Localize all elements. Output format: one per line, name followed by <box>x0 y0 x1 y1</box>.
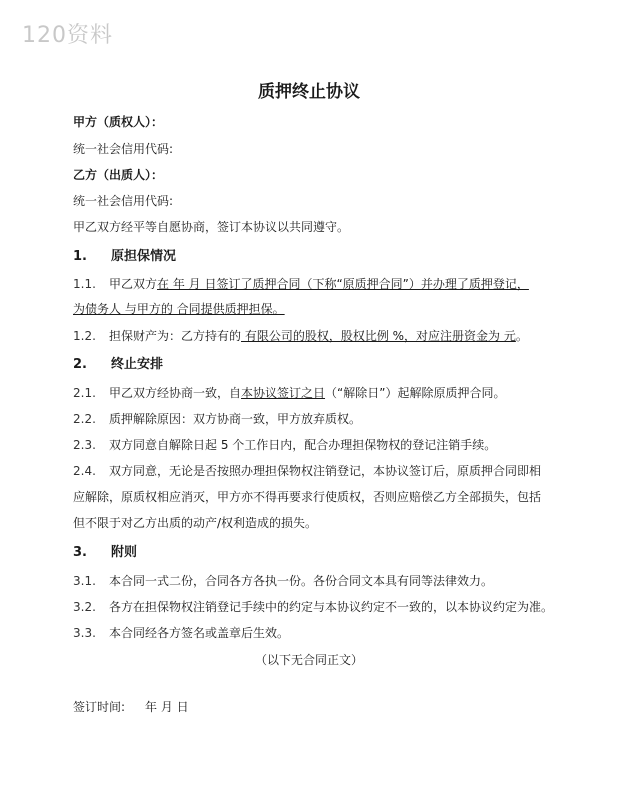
section-number: 2. <box>73 357 87 372</box>
clause-number: 2.1. <box>73 386 96 400</box>
party-b-label: 乙方（出质人）： <box>73 168 164 182</box>
clause-number: 2.2. <box>73 412 96 426</box>
clause-number: 1.2. <box>73 329 96 343</box>
clause-3-3 <box>73 624 289 641</box>
clause-text: 甲乙双方 <box>109 277 158 291</box>
party-b-credit-code: 统一社会信用代码: <box>73 194 174 208</box>
clause-number: 2.3. <box>73 438 96 452</box>
clause-text-end: （“解除日”）起解除原质押合同。 <box>325 386 506 400</box>
end-of-text-note: （以下无合同正文） <box>254 653 363 667</box>
clause-2-4-continued-1: 应解除，原质权相应消灭，甲方亦不得再要求行使质权，否则应赔偿乙方全部损失，包括 <box>73 490 542 504</box>
clause-text: 本合同经各方签名或盖章后生效。 <box>109 626 290 640</box>
clause-2-2 <box>73 410 361 427</box>
section-2-heading <box>73 353 163 372</box>
clause-text: 本合同一式二份，合同各方各执一份。各份合同文本具有同等法律效力。 <box>109 574 494 588</box>
clause-text: 各方在担保物权注销登记手续中的约定与本协议约定不一致的，以本协议约定为准。 <box>109 600 554 614</box>
section-number: 3. <box>73 545 87 560</box>
clause-number: 3.2. <box>73 600 96 614</box>
clause-text: 质押解除原因：双方协商一致，甲方放弃质权。 <box>109 412 362 426</box>
clause-text: 担保财产为：乙方持有的 <box>109 329 242 343</box>
clause-underlined-text: 有限公司的股权，股权比例 %，对应注册资金为 元 <box>241 329 516 343</box>
section-number: 1. <box>73 249 87 264</box>
section-title: 终止安排 <box>111 357 164 372</box>
signing-date: 年 月 日 <box>145 700 189 714</box>
clause-number: 3.1. <box>73 574 96 588</box>
clause-text-end: 。 <box>515 329 528 343</box>
clause-2-4 <box>73 462 541 479</box>
clause-1-1-continued: 为债务人 与甲方的 合同提供质押担保。 <box>73 302 285 316</box>
clause-underlined-text: 本协议签订之日 <box>241 386 326 400</box>
clause-text: 双方同意，无论是否按照办理担保物权注销登记，本协议签订后，原质押合同即相 <box>109 464 542 478</box>
clause-number: 2.4. <box>73 464 96 478</box>
clause-number: 3.3. <box>73 626 96 640</box>
signing-label: 签订时间: <box>73 700 126 714</box>
section-title: 附则 <box>111 545 138 560</box>
document-title: 质押终止协议 <box>258 82 360 102</box>
clause-2-4-continued-2: 但不限于对乙方出质的动产/权利造成的损失。 <box>73 516 318 530</box>
clause-text: 双方同意自解除日起 5 个工作日内，配合办理担保物权的登记注销手续。 <box>109 438 497 452</box>
clause-1-2 <box>73 327 528 344</box>
clause-1-1 <box>73 275 529 292</box>
clause-3-1 <box>73 572 493 589</box>
clause-number: 1.1. <box>73 277 96 291</box>
clause-text: 甲乙双方经协商一致，自 <box>109 386 242 400</box>
section-3-heading <box>73 541 137 560</box>
intro-text: 甲乙双方经平等自愿协商，签订本协议以共同遵守。 <box>73 220 350 234</box>
party-a-credit-code: 统一社会信用代码: <box>73 142 174 156</box>
section-1-heading <box>73 245 176 264</box>
clause-3-2 <box>73 598 553 615</box>
clause-2-3 <box>73 436 496 453</box>
watermark: 120资料 <box>22 23 113 48</box>
section-title: 原担保情况 <box>111 249 177 264</box>
signing-time <box>73 698 189 715</box>
clause-underlined-text: 在 年 月 日签订了质押合同（下称“原质押合同”）并办理了质押登记， <box>157 277 529 291</box>
party-a-label: 甲方（质权人）： <box>73 115 164 129</box>
clause-2-1 <box>73 384 505 401</box>
